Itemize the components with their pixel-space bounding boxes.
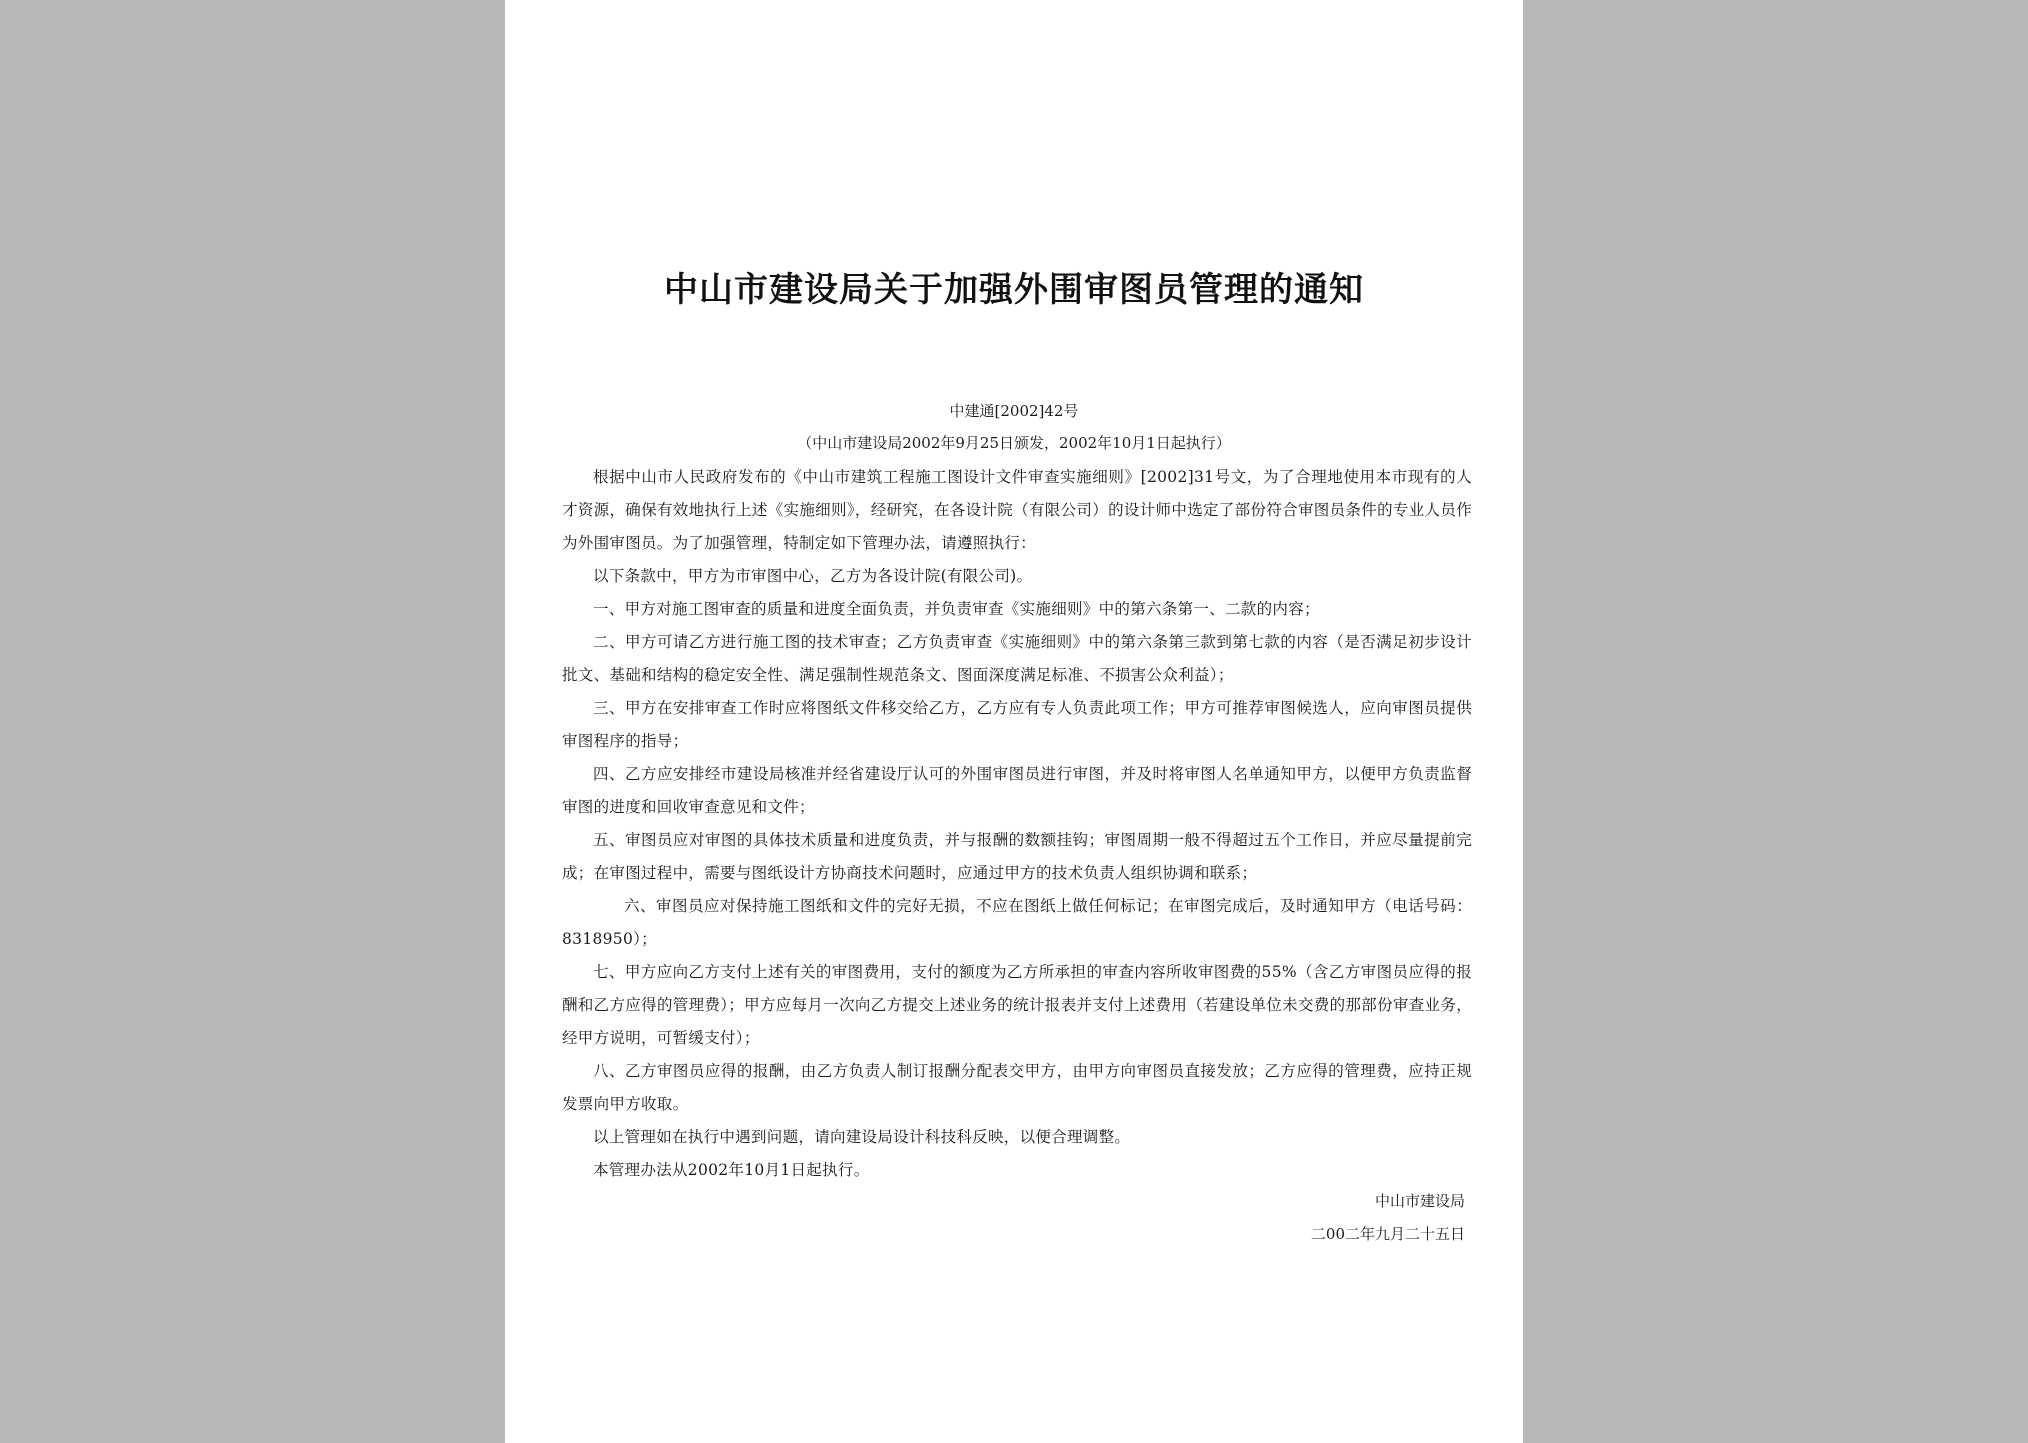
paragraph-feedback: 以上管理如在执行中遇到问题，请向建设局设计科技科反映，以便合理调整。 xyxy=(593,1128,1131,1146)
paragraph-item-5: 五、审图员应对审图的具体技术质量和进度负责，并与报酬的数额挂钩；审图周期一般不得超过五个工作日，并应尽量提前完成；在审图过程中，需要与图纸设计方协商技术问题时，应通过甲方的技术负责人组织协调和联系； xyxy=(562,831,1472,882)
paragraph-item-2: 二、甲方可请乙方进行施工图的技术审查；乙方负责审查《实施细则》中的第六条第三款到第七款的内容（是否满足初步设计批文、基础和结构的稳定安全性、满足强制性规范条文、图面深度满足标准、不损害公众利益）； xyxy=(562,633,1472,684)
issued-note: （中山市建设局2002年9月25日颁发，2002年10月1日起执行） xyxy=(797,434,1231,452)
paragraph-definitions: 以下条款中，甲方为市审图中心，乙方为各设计院(有限公司)。 xyxy=(593,567,1033,585)
paragraph-item-4: 四、乙方应安排经市建设局核准并经省建设厅认可的外围审图员进行审图，并及时将审图人名单通知甲方，以便甲方负责监督审图的进度和回收审查意见和文件； xyxy=(562,765,1472,816)
paragraph-item-7: 七、甲方应向乙方支付上述有关的审图费用，支付的额度为乙方所承担的审查内容所收审图费的55%（含乙方审图员应得的报酬和乙方应得的管理费）；甲方应每月一次向乙方提交上述业务的统计报表并支付上述费用（若建设单位未交费的那部份审查业务，经甲方说明，可暂缓支付）； xyxy=(562,963,1472,1047)
paragraph-item-8: 八、乙方审图员应得的报酬，由乙方负责人制订报酬分配表交甲方，由甲方向审图员直接发放；乙方应得的管理费，应持正规发票向甲方收取。 xyxy=(562,1062,1472,1113)
signature-date: 二00二年九月二十五日 xyxy=(1310,1225,1465,1243)
paragraph-item-1: 一、甲方对施工图审查的质量和进度全面负责，并负责审查《实施细则》中的第六条第一、二款的内容； xyxy=(593,600,1320,618)
document-body xyxy=(562,461,1472,1187)
document-number: 中建通[2002]42号 xyxy=(949,402,1079,420)
document-title: 中山市建设局关于加强外围审图员管理的通知 xyxy=(664,270,1364,310)
paragraph-effective-date: 本管理办法从2002年10月1日起执行。 xyxy=(593,1161,870,1179)
paragraph-intro: 根据中山市人民政府发布的《中山市建筑工程施工图设计文件审查实施细则》[2002]31号文，为了合理地使用本市现有的人才资源，确保有效地执行上述《实施细则》，经研究，在各设计院（有限公司）的设计师中选定了部份符合审图员条件的专业人员作为外围审图员。为了加强管理，特制定如下管理办法，请遵照执行： xyxy=(562,468,1472,552)
document-page xyxy=(505,0,1523,1443)
paragraph-item-3: 三、甲方在安排审查工作时应将图纸文件移交给乙方，乙方应有专人负责此项工作；甲方可推荐审图候选人，应向审图员提供审图程序的指导； xyxy=(562,699,1472,750)
signature-organization: 中山市建设局 xyxy=(1374,1192,1465,1210)
paragraph-item-6: 六、审图员应对保持施工图纸和文件的完好无损，不应在图纸上做任何标记；在审图完成后，及时通知甲方（电话号码：8318950）； xyxy=(562,897,1472,948)
